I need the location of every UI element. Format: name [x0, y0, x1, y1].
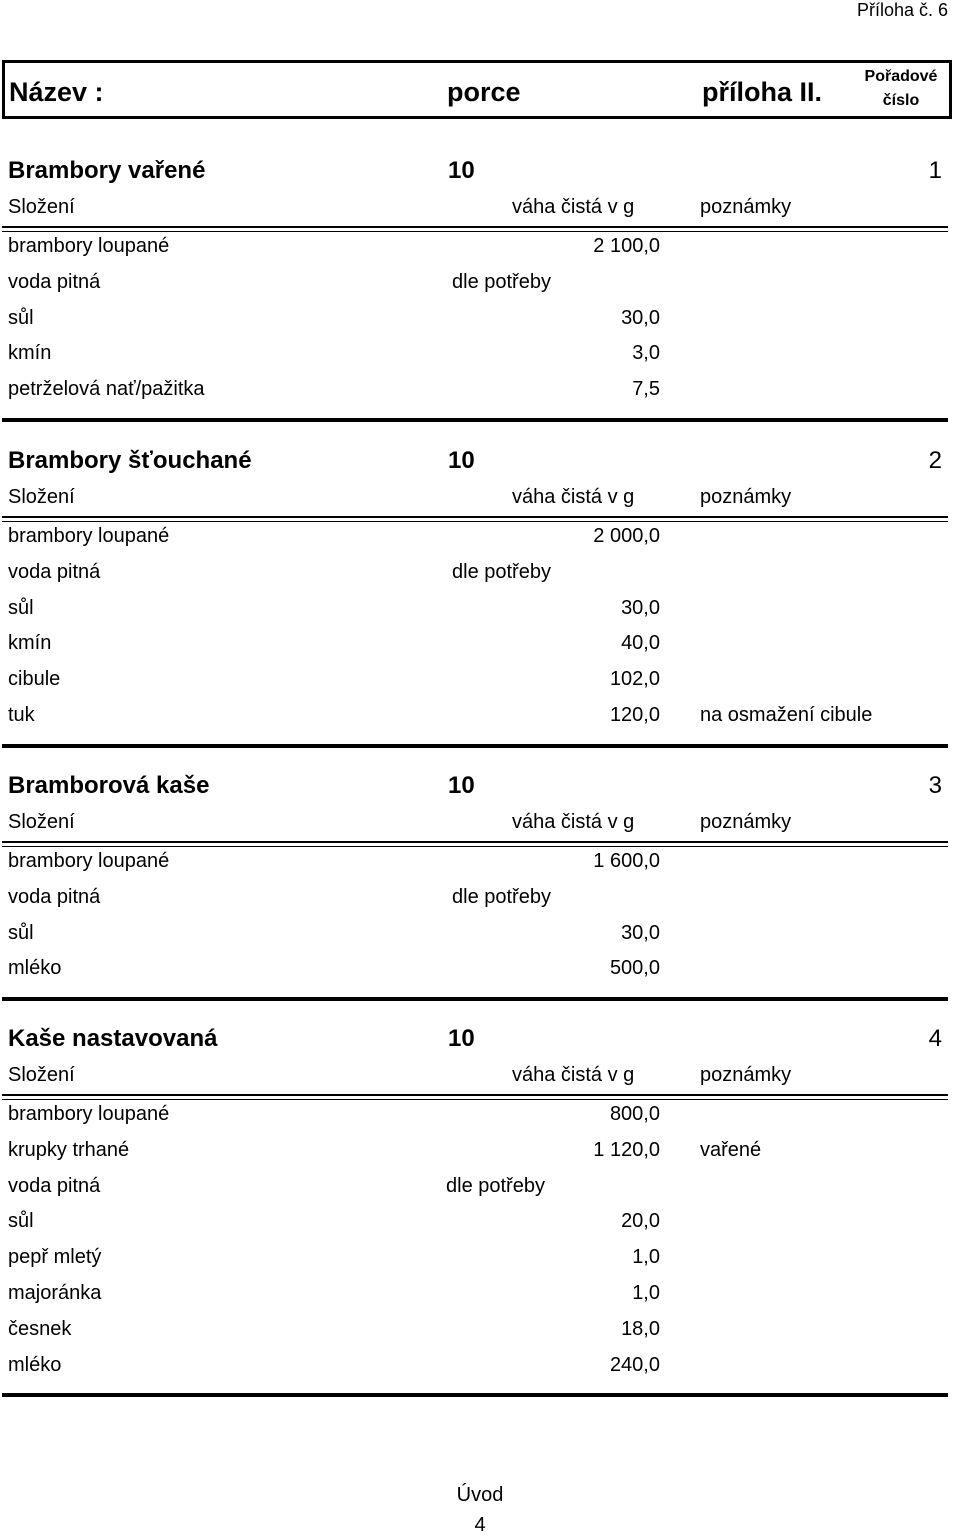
ingredient-row	[0, 525, 960, 561]
ingredient-quantity: 20,0	[621, 1210, 660, 1233]
ingredient-name: brambory loupané	[8, 525, 170, 547]
ingredient-row	[0, 957, 960, 993]
ingredient-name: brambory loupané	[8, 1103, 170, 1125]
ingredient-row	[0, 632, 960, 668]
ingredient-row	[0, 307, 960, 343]
ingredient-quantity: 102,0	[609, 668, 660, 691]
ingredient-name: brambory loupané	[8, 850, 170, 872]
ingredient-quantity: dle potřeby	[452, 270, 551, 293]
column-notes: poznámky	[700, 486, 792, 508]
ingredient-row	[0, 561, 960, 597]
ingredient-quantity: dle potřeby	[452, 560, 551, 583]
column-notes: poznámky	[700, 196, 792, 218]
ingredient-quantity: 800,0	[609, 1103, 660, 1125]
recipe-portions: 10	[448, 1025, 475, 1052]
ingredient-row	[0, 597, 960, 633]
ingredient-name: cibule	[8, 668, 61, 691]
ingredient-row	[0, 1210, 960, 1246]
page-number: 4	[474, 1514, 486, 1536]
ingredient-quantity: 1 600,0	[593, 850, 660, 872]
recipe-portions: 10	[448, 157, 475, 184]
ingredient-note: vařené	[700, 1138, 762, 1161]
ingredient-quantity: 1,0	[632, 1282, 660, 1304]
ingredient-quantity: dle potřeby	[446, 1174, 545, 1197]
recipe-portions: 10	[448, 772, 475, 799]
recipe-title: Brambory vařené	[8, 157, 206, 184]
document-header	[2, 60, 952, 119]
ingredient-quantity: 2 100,0	[593, 235, 660, 257]
ingredient-row	[0, 1354, 960, 1390]
ingredient-name: kmín	[8, 342, 52, 365]
recipe-number: 3	[928, 772, 942, 799]
ingredient-name: sůl	[8, 921, 34, 944]
ingredient-row	[0, 704, 960, 740]
ingredient-name: voda pitná	[8, 270, 101, 293]
ingredient-name: sůl	[8, 1210, 34, 1233]
column-weight: váha čistá v g	[512, 196, 635, 218]
ingredient-quantity: 18,0	[621, 1317, 660, 1340]
ingredient-row	[0, 1139, 960, 1175]
ingredient-quantity: 3,0	[632, 342, 660, 365]
ingredient-quantity: dle potřeby	[452, 885, 551, 908]
ingredient-name: tuk	[8, 704, 35, 726]
ingredient-name: kmín	[8, 632, 52, 655]
column-notes: poznámky	[700, 811, 792, 833]
ingredient-note: na osmažení cibule	[700, 704, 873, 726]
ingredient-quantity: 30,0	[621, 596, 660, 619]
recipe-title: Kaše nastavovaná	[8, 1025, 218, 1052]
column-composition: Složení	[8, 811, 75, 833]
ingredient-row	[0, 342, 960, 378]
ingredient-row	[0, 886, 960, 922]
ingredient-row	[0, 235, 960, 271]
ingredient-name: mléko	[8, 957, 62, 980]
column-header-divider	[2, 841, 948, 847]
order-label-line1: Pořadové	[864, 68, 938, 85]
ingredient-quantity: 500,0	[609, 957, 660, 980]
ingredient-name: pepř mletý	[8, 1246, 102, 1269]
column-weight: váha čistá v g	[512, 811, 635, 833]
order-number-label	[853, 65, 949, 113]
ingredient-quantity: 7,5	[632, 378, 660, 401]
ingredient-quantity: 30,0	[621, 306, 660, 329]
ingredient-quantity: 120,0	[609, 704, 660, 726]
ingredient-quantity: 40,0	[621, 632, 660, 655]
ingredient-quantity: 2 000,0	[593, 525, 660, 547]
ingredient-name: voda pitná	[8, 885, 101, 908]
recipe-end-divider	[2, 418, 948, 422]
recipe-end-divider	[2, 1393, 948, 1397]
recipe-title: Brambory šťouchané	[8, 447, 252, 474]
ingredient-name: majoránka	[8, 1282, 102, 1304]
column-weight: váha čistá v g	[512, 1064, 635, 1086]
order-label-line2: číslo	[882, 92, 920, 109]
column-composition: Složení	[8, 1064, 75, 1086]
ingredient-name: česnek	[8, 1317, 72, 1340]
column-composition: Složení	[8, 486, 75, 508]
recipe-end-divider	[2, 744, 948, 748]
ingredient-name: voda pitná	[8, 560, 101, 583]
ingredient-quantity: 240,0	[609, 1353, 660, 1376]
ingredient-name: sůl	[8, 596, 34, 619]
ingredient-name: voda pitná	[8, 1174, 101, 1197]
ingredient-name: petrželová nať/pažitka	[8, 378, 205, 401]
ingredient-quantity: 1 120,0	[593, 1138, 660, 1161]
recipe-number: 4	[928, 1025, 942, 1052]
appendix-ii-label: příloha II.	[702, 77, 823, 107]
column-header-divider	[2, 1094, 948, 1100]
appendix-label: Příloha č. 6	[856, 0, 948, 20]
ingredient-row	[0, 1175, 960, 1211]
ingredient-quantity: 1,0	[632, 1246, 660, 1269]
column-weight: váha čistá v g	[512, 486, 635, 508]
ingredient-name: sůl	[8, 306, 34, 329]
recipe-end-divider	[2, 997, 948, 1001]
ingredient-row	[0, 1103, 960, 1139]
ingredient-row	[0, 1282, 960, 1318]
recipe-portions: 10	[448, 447, 475, 474]
ingredient-row	[0, 922, 960, 958]
recipe-title: Bramborová kaše	[8, 772, 210, 799]
recipe-number: 1	[928, 157, 942, 184]
column-header-divider	[2, 516, 948, 522]
ingredient-quantity: 30,0	[621, 921, 660, 944]
ingredient-row	[0, 668, 960, 704]
ingredient-row	[0, 1318, 960, 1354]
ingredient-row	[0, 378, 960, 414]
name-label: Název :	[9, 77, 104, 107]
column-header-divider	[2, 226, 948, 232]
portions-label: porce	[447, 77, 521, 107]
ingredient-row	[0, 271, 960, 307]
recipe-number: 2	[928, 447, 942, 474]
column-composition: Složení	[8, 196, 75, 218]
ingredient-name: mléko	[8, 1353, 62, 1376]
ingredient-name: krupky trhané	[8, 1138, 130, 1161]
ingredient-name: brambory loupané	[8, 235, 170, 257]
intro-link[interactable]: Úvod	[456, 1484, 504, 1506]
ingredient-row	[0, 1246, 960, 1282]
column-notes: poznámky	[700, 1064, 792, 1086]
ingredient-row	[0, 850, 960, 886]
